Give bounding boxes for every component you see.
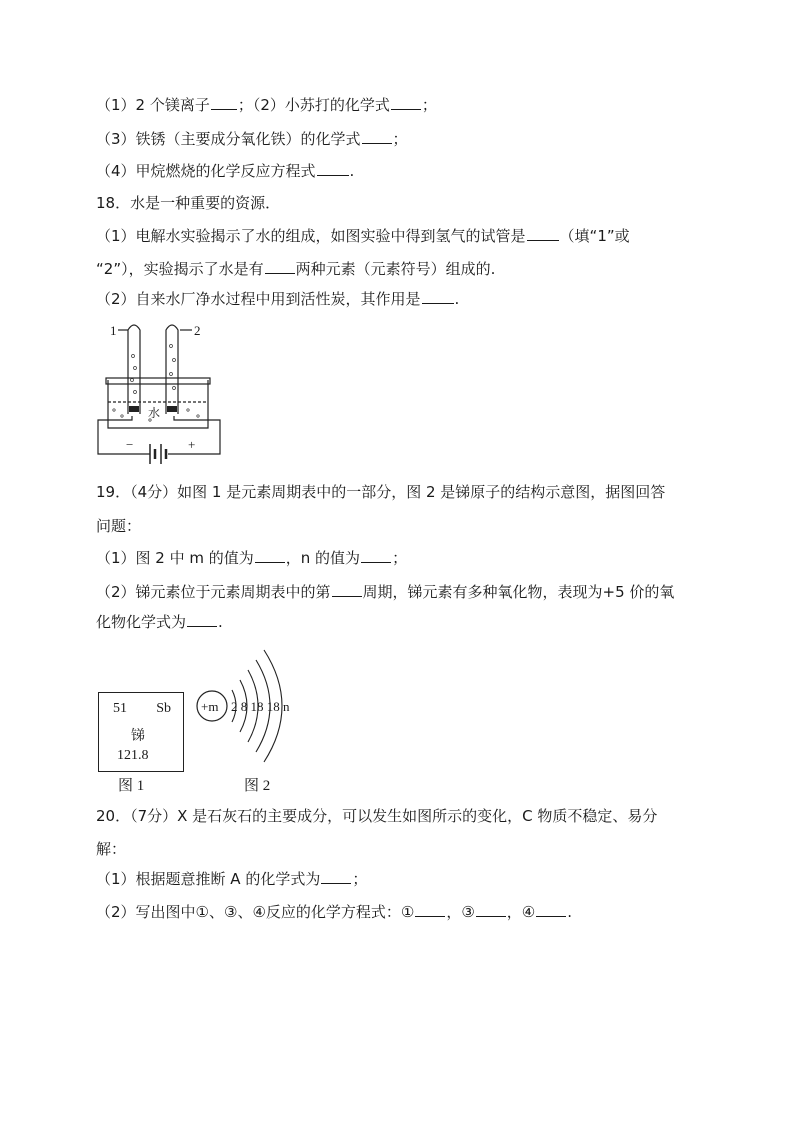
q20-sub-2: （2）写出图中①、③、④反应的化学方程式：① ，③ ，④ . [96,903,573,921]
q20-sub-1: （1）根据题意推断 A 的化学式为 ； [96,870,368,888]
q19-title: 19．（4分）如图 1 是元素周期表中的一部分，图 2 是锑原子的结构示意图，据图回答 [96,483,666,501]
tube-2-label: 2 [194,323,201,338]
answer-blank[interactable] [422,288,454,304]
q20-title-cont: 解： [96,840,127,858]
answer-blank[interactable] [265,258,295,274]
answer-blank[interactable] [415,901,445,917]
q19-title-cont: 问题： [96,517,142,535]
q17-line-1: （1）2 个镁离子 ；（2）小苏打的化学式 ； [96,96,437,114]
answer-blank[interactable] [391,94,421,110]
q17-line-3: （4）甲烷燃烧的化学反应方程式 . [96,162,355,180]
q19-sub-1: （1）图 2 中 m 的值为 ，n 的值为 ； [96,549,408,567]
negative-terminal: − [126,437,134,452]
q18-sub-1: （1）电解水实验揭示了水的组成，如图实验中得到氢气的试管是 （填“1”或 [96,227,630,245]
nucleus-charge: +m [201,699,219,714]
electrolysis-diagram [92,316,232,474]
element-name: 锑 [131,729,145,744]
element-symbol: Sb [156,701,171,716]
answer-blank[interactable] [362,128,392,144]
figure-2-caption: 图 2 [244,778,271,794]
answer-blank[interactable] [321,868,351,884]
atom-structure-diagram [192,640,322,780]
figure-1-caption: 图 1 [118,778,145,794]
q18-sub-2: （2）自来水厂净水过程中用到活性炭，其作用是 . [96,290,460,308]
answer-blank[interactable] [332,581,362,597]
q17-line-2: （3）铁锈（主要成分氧化铁）的化学式 ； [96,130,408,148]
answer-blank[interactable] [476,901,506,917]
answer-blank[interactable] [317,160,349,176]
water-label: 水 [148,406,161,420]
positive-terminal: + [188,437,196,452]
q19-sub-2: （2）锑元素位于元素周期表中的第 周期，锑元素有多种氧化物，表现为+5 价的氧 [96,583,675,601]
answer-blank[interactable] [527,225,559,241]
q18-sub-1-cont: “2”），实验揭示了水是有 两种元素（元素符号）组成的. [96,260,496,278]
q20-title: 20．（7分）X 是石灰石的主要成分，可以发生如图所示的变化，C 物质不稳定、易分 [96,807,658,825]
answer-blank[interactable] [187,611,217,627]
answer-blank[interactable] [255,547,285,563]
answer-blank[interactable] [361,547,391,563]
electron-shells: 2 8 18 18 n [231,699,290,714]
test-tube-2 [166,325,178,414]
atomic-mass: 121.8 [117,748,149,763]
atomic-number: 51 [113,701,127,716]
periodic-table-cell [98,692,184,772]
answer-blank[interactable] [536,901,566,917]
q19-sub-2-cont: 化物化学式为 . [96,613,223,631]
q18-title: 18．水是一种重要的资源． [96,194,281,212]
tube-1-label: 1 [110,323,117,338]
answer-blank[interactable] [211,94,237,110]
